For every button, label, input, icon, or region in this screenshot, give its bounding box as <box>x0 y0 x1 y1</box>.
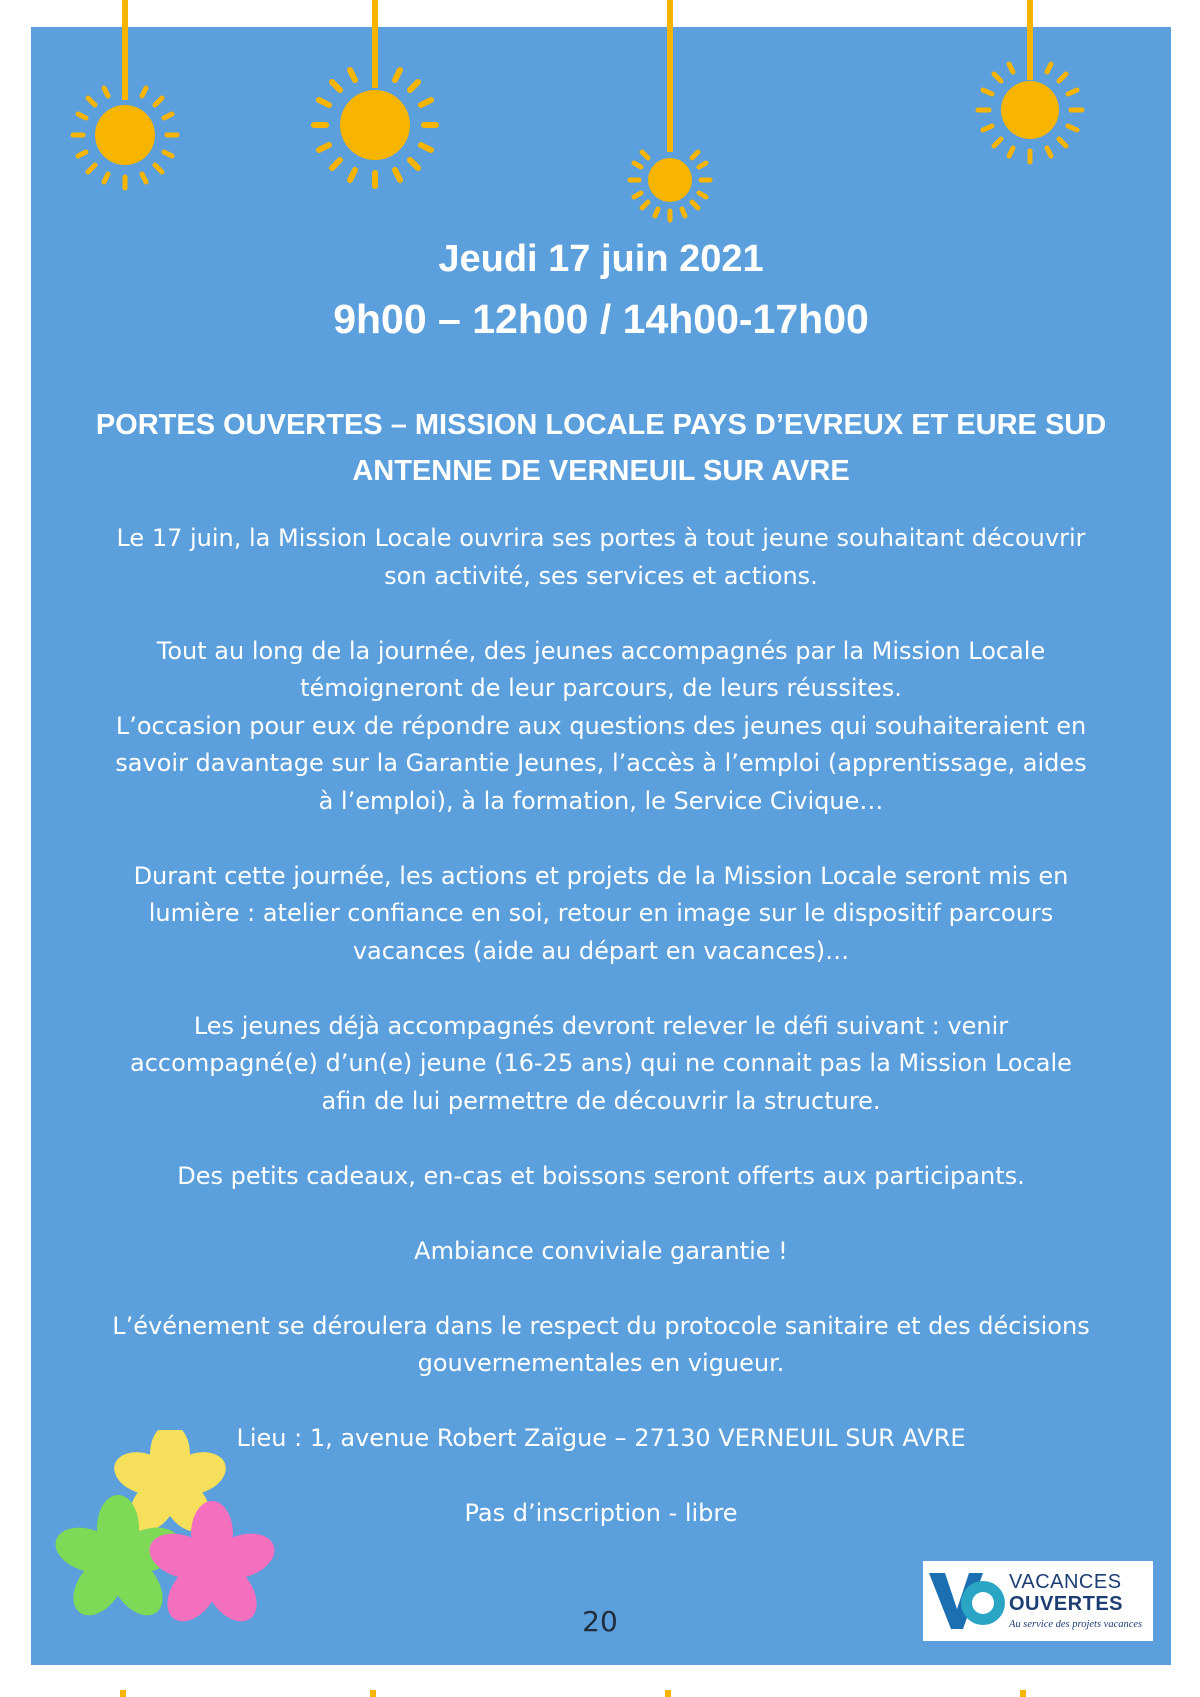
paragraph-gifts: Des petits cadeaux, en-cas et boissons seront offerts aux participants. <box>177 1161 1025 1190</box>
paragraph-testimonials: Tout au long de la journée, des jeunes accompagnés par la Mission Locale témoigneront de leur parcours, de leurs réussites. L’occasion pour eux de répondre aux questions des jeunes qui souhaiteraient en savoir davantage sur la Garantie Jeunes, l’accès à l’emploi (apprentissage, aides à l’emploi), à la formation, le Service Civique… <box>115 636 1087 815</box>
heading-line-2: ANTENNE DE VERNEUIL SUR AVRE <box>352 455 850 487</box>
registration-note: Pas d’inscription - libre <box>464 1499 738 1527</box>
hanging-sun-icon <box>310 0 440 195</box>
event-date: Jeudi 17 juin 2021 <box>438 238 764 280</box>
event-hours: 9h00 – 12h00 / 14h00-17h00 <box>333 296 869 342</box>
hanging-sun-icon <box>70 0 180 195</box>
hanging-sun-icon <box>627 0 713 225</box>
event-title-block <box>31 230 1171 350</box>
logo-tagline: Au service des projets vacances <box>1009 1619 1143 1630</box>
logo-word-1: VACANCES <box>1009 1571 1122 1593</box>
vo-logo-mark-icon <box>927 1569 1007 1633</box>
vacances-ouvertes-logo <box>923 1561 1153 1641</box>
event-heading <box>31 402 1171 494</box>
flower-icon <box>50 1430 280 1644</box>
paragraph-ambiance: Ambiance conviviale garantie ! <box>414 1236 788 1265</box>
logo-word-2: OUVERTES <box>1009 1593 1124 1615</box>
paragraph-intro: Le 17 juin, la Mission Locale ouvrira ses portes à tout jeune souhaitant découvrir son activité, ses services et actions. <box>116 524 1086 590</box>
event-description <box>45 520 1157 1570</box>
paragraph-challenge: Les jeunes déjà accompagnés devront relever le défi suivant : venir accompagné(e) d’un(e) jeune (16-25 ans) qui ne connait pas la Mission Locale afin de lui permettre de découvrir la structure. <box>130 1011 1072 1115</box>
next-page-sun-hint-icon <box>0 1676 1200 1697</box>
heading-line-1: PORTES OUVERTES – MISSION LOCALE PAYS D’EVREUX ET EURE SUD <box>95 409 1107 441</box>
paragraph-sanitary: L’événement se déroulera dans le respect du protocole sanitaire et des décisions gouvernementales en vigueur. <box>112 1311 1090 1377</box>
hanging-sun-icon <box>975 0 1085 170</box>
paragraph-actions: Durant cette journée, les actions et projets de la Mission Locale seront mis en lumière : atelier confiance en soi, retour en image sur le dispositif parcours vacances (aide au départ en vacances)… <box>133 861 1069 965</box>
page-number: 20 <box>582 1605 618 1638</box>
event-location: Lieu : 1, avenue Robert Zaïgue – 27130 VERNEUIL SUR AVRE <box>236 1424 966 1452</box>
